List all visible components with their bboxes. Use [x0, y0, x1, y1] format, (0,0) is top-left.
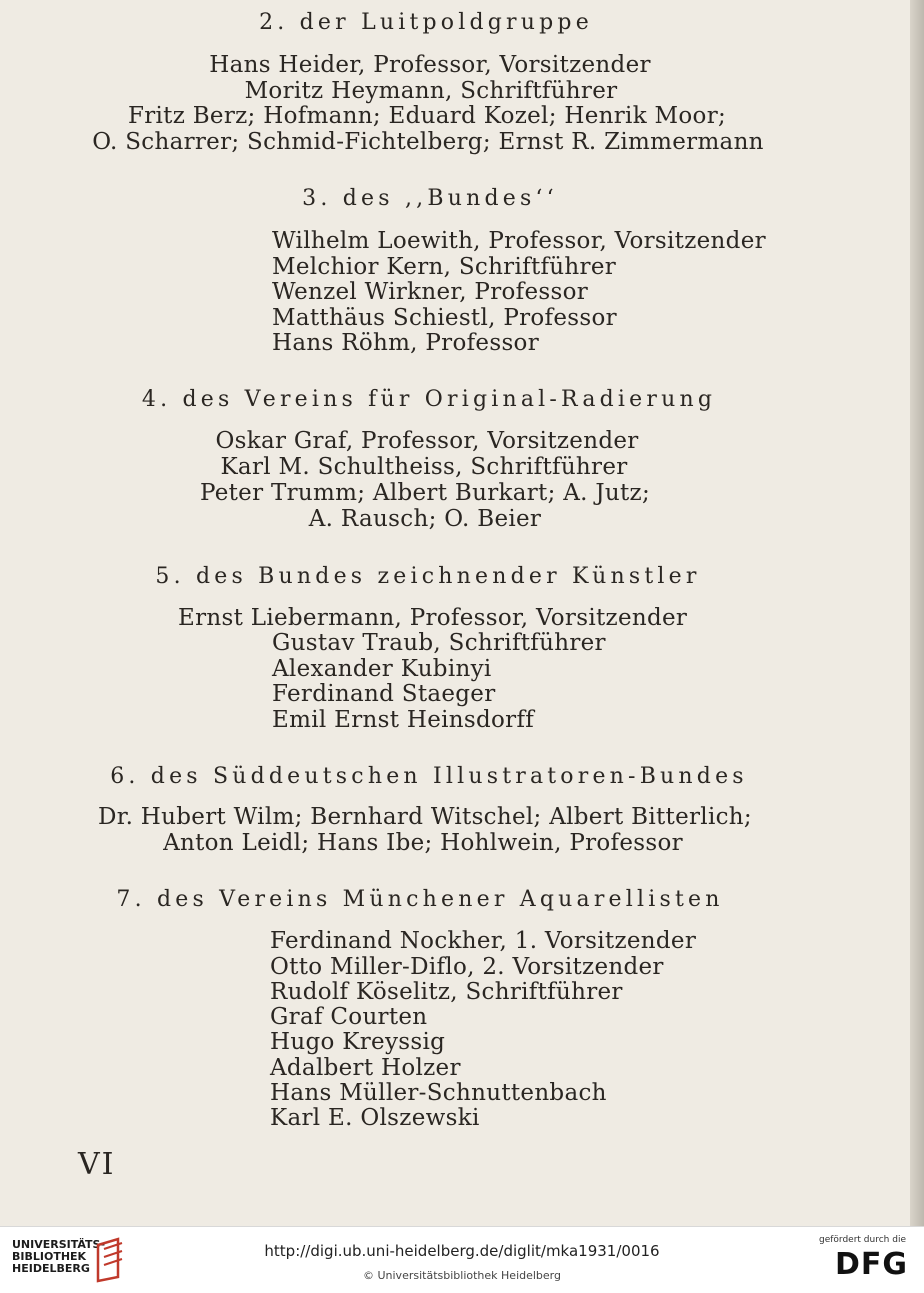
section-line: Melchior Kern, Schriftführer	[272, 254, 617, 280]
section-line: A. Rausch; O. Beier	[308, 506, 542, 532]
section-line: Hans Müller-Schnuttenbach	[270, 1080, 607, 1106]
funding-note: gefördert durch die	[819, 1235, 906, 1245]
section-line: Oskar Graf, Professor, Vorsitzender	[215, 428, 639, 454]
section-line: Matthäus Schiestl, Professor	[272, 305, 617, 331]
section-line: Fritz Berz; Hofmann; Eduard Kozel; Henrik Moor;	[127, 103, 727, 129]
section-line: Peter Trumm; Albert Burkart; A. Jutz;	[199, 480, 651, 506]
section-line: Adalbert Holzer	[270, 1055, 461, 1081]
section-line: Karl M. Schultheiss, Schriftführer	[220, 454, 628, 480]
section-line: Wenzel Wirkner, Professor	[272, 279, 589, 305]
section-line: Moritz Heymann, Schriftführer	[244, 78, 618, 104]
page-number: VI	[78, 1147, 116, 1182]
section-line: Anton Leidl; Hans Ibe; Hohlwein, Professor	[163, 830, 683, 856]
section-heading: 3. des ,,Bundes‘‘	[302, 186, 558, 211]
section-line: Gustav Traub, Schriftführer	[272, 630, 606, 656]
section-line: Karl E. Olszewski	[270, 1105, 480, 1131]
library-logo-line: UNIVERSITÄTS-	[12, 1238, 106, 1251]
page-edge	[910, 0, 924, 1226]
section-line: Hugo Kreyssig	[270, 1029, 446, 1055]
section-heading: 5. des Bundes zeichnender Künstler	[155, 564, 701, 589]
section-line: Hans Röhm, Professor	[272, 330, 539, 356]
permalink-url[interactable]: http://digi.ub.uni-heidelberg.de/diglit/mka1931/0016	[264, 1242, 660, 1260]
section-line: Emil Ernst Heinsdorff	[272, 707, 535, 733]
section-heading: 7. des Vereins Münchener Aquarellisten	[116, 887, 724, 912]
section-line: Alexander Kubinyi	[272, 656, 492, 682]
section-line: Ernst Liebermann, Professor, Vorsitzender	[178, 605, 688, 631]
section-line: Dr. Hubert Wilm; Bernhard Witschel; Albert Bitterlich;	[98, 804, 752, 830]
section-line: Otto Miller-Diflo, 2. Vorsitzender	[270, 954, 664, 980]
section-line: Rudolf Köselitz, Schriftführer	[270, 979, 623, 1005]
footer-bar	[0, 1226, 924, 1293]
section-line: Ferdinand Staeger	[272, 681, 496, 707]
section-heading: 6. des Süddeutschen Illustratoren-Bundes	[110, 764, 748, 789]
copyright-text: © Universitätsbibliothek Heidelberg	[362, 1269, 561, 1282]
library-logo-line: BIBLIOTHEK	[12, 1250, 87, 1263]
section-heading: 2. der Luitpoldgruppe	[259, 10, 593, 35]
section-line: Wilhelm Loewith, Professor, Vorsitzender	[272, 228, 766, 254]
section-line: Graf Courten	[270, 1004, 428, 1030]
section-line: Ferdinand Nockher, 1. Vorsitzender	[270, 928, 697, 954]
library-logo-line: HEIDELBERG	[12, 1262, 90, 1275]
section-heading: 4. des Vereins für Original-Radierung	[141, 387, 717, 412]
dfg-logo[interactable]: DFG	[834, 1247, 908, 1282]
section-line: O. Scharrer; Schmid-Fichtelberg; Ernst R. Zimmermann	[92, 129, 764, 155]
section-line: Hans Heider, Professor, Vorsitzender	[209, 52, 651, 78]
